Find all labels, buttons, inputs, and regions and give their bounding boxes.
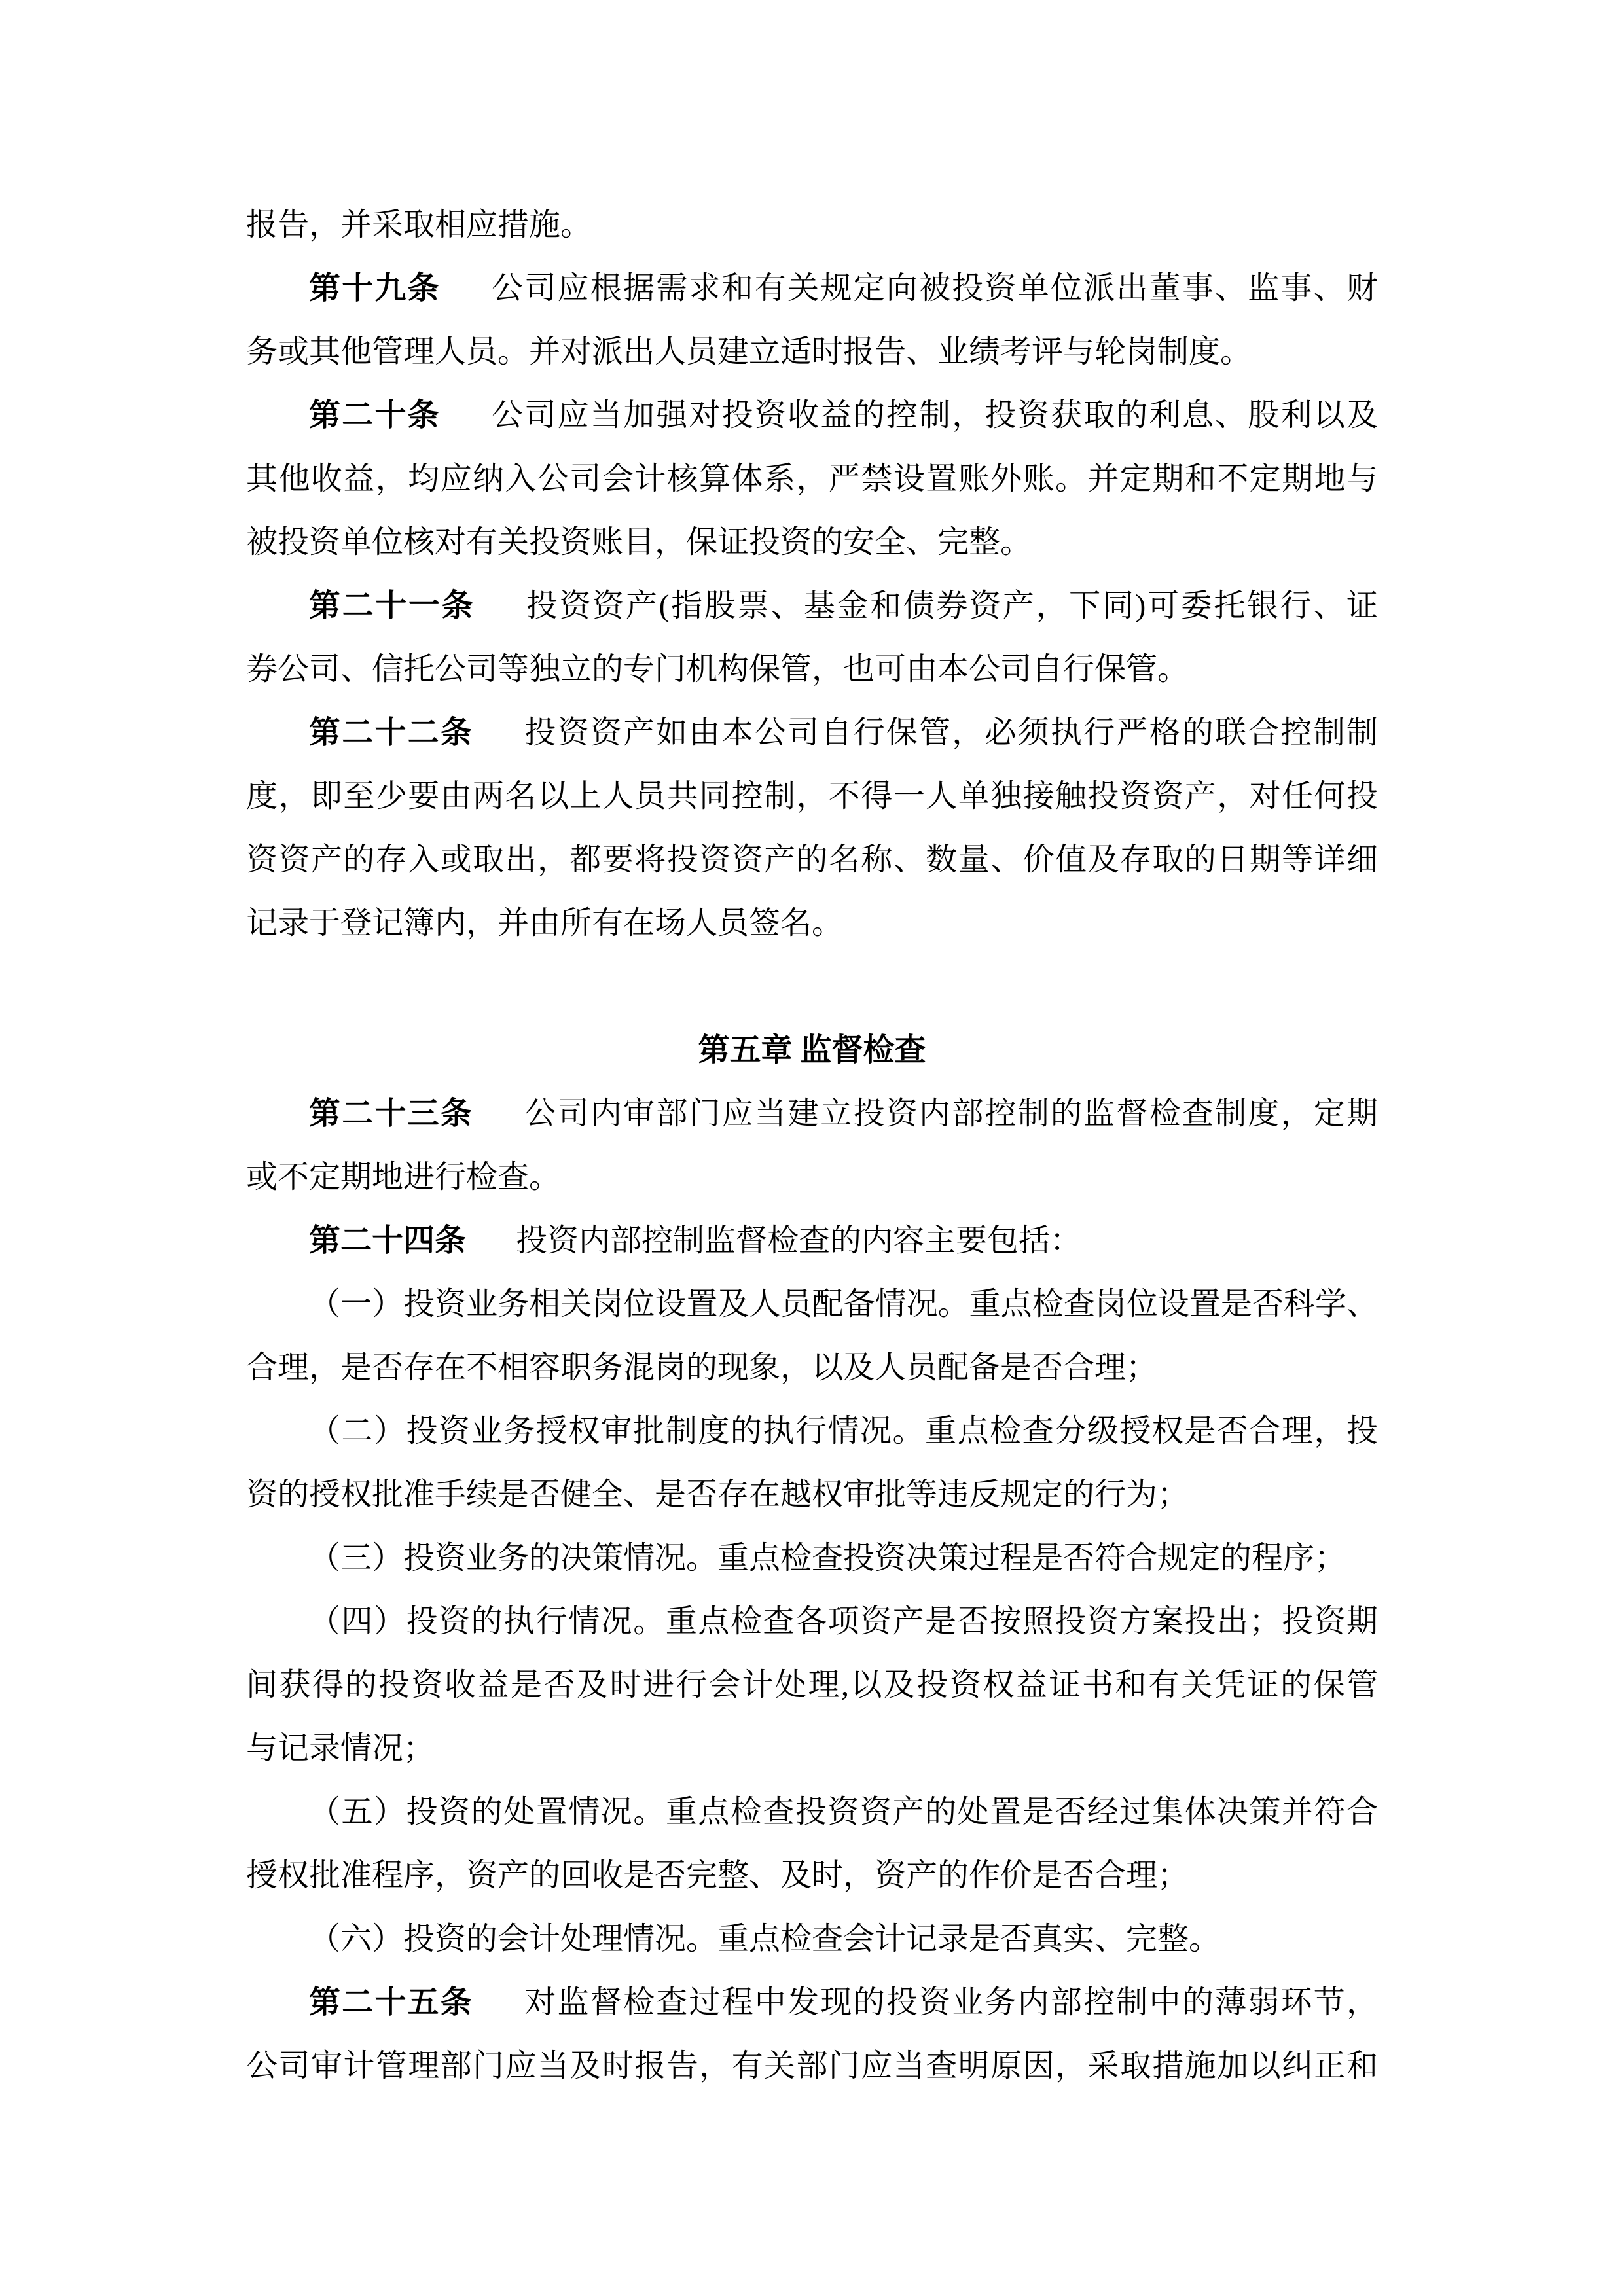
paragraph	[246, 193, 1378, 257]
text-line	[246, 1082, 1378, 1145]
text-line: 资资产的存入或取出，都要将投资资产的名称、数量、价值及存取的日期等详细	[246, 842, 1378, 877]
article-paragraph	[246, 701, 1378, 955]
paragraph	[246, 1590, 1378, 1780]
paragraph	[246, 1907, 1378, 1971]
text-line: （四）投资的执行情况。重点检查各项资产是否按照投资方案投出；投资期	[309, 1604, 1378, 1639]
chapter-heading: 第五章 监督检查	[698, 1033, 926, 1067]
text-line: 其他收益，均应纳入公司会计核算体系，严禁设置账外账。并定期和不定期地与	[246, 461, 1378, 496]
text-line: （二）投资业务授权审批制度的执行情况。重点检查分级授权是否合理，投	[309, 1414, 1378, 1448]
text-line: 合理，是否存在不相容职务混岗的现象，以及人员配备是否合理；	[246, 1350, 1158, 1385]
text-line	[246, 1971, 1378, 2034]
text-line: 间获得的投资收益是否及时进行会计处理,以及投资权益证书和有关凭证的保管	[246, 1668, 1378, 1702]
text-line: 报告，并采取相应措施。	[246, 207, 592, 242]
article-number: 第二十三条	[309, 1096, 474, 1131]
article-number: 第二十四条	[309, 1223, 467, 1258]
text-line: 公司审计管理部门应当及时报告，有关部门应当查明原因，采取措施加以纠正和	[246, 2049, 1378, 2083]
article-paragraph	[246, 1971, 1378, 2098]
paragraph	[246, 1526, 1378, 1590]
text-line	[246, 1209, 1378, 1272]
line-text: 投资资产(指股票、基金和债券资产，下同)可委托银行、证	[524, 588, 1378, 623]
text-line	[246, 701, 1378, 764]
article-number: 第二十条	[309, 398, 441, 433]
text-line: 务或其他管理人员。并对派出人员建立适时报告、业绩考评与轮岗制度。	[246, 334, 1252, 369]
text-line: 券公司、信托公司等独立的专门机构保管，也可由本公司自行保管。	[246, 652, 1189, 687]
paragraph	[246, 1272, 1378, 1399]
line-text: 公司内审部门应当建立投资内部控制的监督检查制度，定期	[523, 1096, 1378, 1131]
paragraph	[246, 1399, 1378, 1526]
article-paragraph	[246, 574, 1378, 701]
line-text: 公司应根据需求和有关规定向被投资单位派出董事、监事、财	[490, 271, 1378, 306]
text-line: 与记录情况；	[246, 1731, 435, 1766]
article-number: 第二十二条	[309, 715, 474, 750]
text-line: （三）投资业务的决策情况。重点检查投资决策过程是否符合规定的程序；	[309, 1541, 1346, 1575]
article-paragraph	[246, 257, 1378, 384]
text-line: 资的授权批准手续是否健全、是否存在越权审批等违反规定的行为；	[246, 1477, 1189, 1512]
text-line: 度，即至少要由两名以上人员共同控制，不得一人单独接触投资资产，对任何投	[246, 779, 1378, 814]
text-line: 被投资单位核对有关投资账目，保证投资的安全、完整。	[246, 525, 1032, 560]
article-number: 第二十五条	[309, 1985, 474, 2020]
document-body	[246, 193, 1378, 2098]
text-line: 授权批准程序，资产的回收是否完整、及时，资产的作价是否合理；	[246, 1858, 1189, 1893]
paragraph	[246, 1780, 1378, 1907]
text-line: （一）投资业务相关岗位设置及人员配备情况。重点检查岗位设置是否科学、	[309, 1287, 1378, 1321]
text-line	[246, 574, 1378, 637]
text-line	[246, 384, 1378, 447]
line-text: 公司应当加强对投资收益的控制，投资获取的利息、股利以及	[490, 398, 1378, 433]
text-line: （五）投资的处置情况。重点检查投资资产的处置是否经过集体决策并符合	[309, 1795, 1378, 1829]
line-text: 投资内部控制监督检查的内容主要包括：	[516, 1223, 1082, 1258]
article-number: 第二十一条	[309, 588, 475, 623]
text-line: （六）投资的会计处理情况。重点检查会计记录是否真实、完整。	[309, 1922, 1221, 1956]
article-paragraph	[246, 384, 1378, 574]
text-line: 记录于登记簿内，并由所有在场人员签名。	[246, 906, 844, 941]
text-line: 或不定期地进行检查。	[246, 1160, 561, 1194]
text-line	[246, 257, 1378, 320]
line-text: 对监督检查过程中发现的投资业务内部控制中的薄弱环节，	[523, 1985, 1378, 2020]
line-text: 投资资产如由本公司自行保管，必须执行严格的联合控制制	[523, 715, 1378, 750]
article-paragraph	[246, 1209, 1378, 1272]
article-number: 第十九条	[309, 271, 441, 306]
article-paragraph	[246, 1082, 1378, 1209]
